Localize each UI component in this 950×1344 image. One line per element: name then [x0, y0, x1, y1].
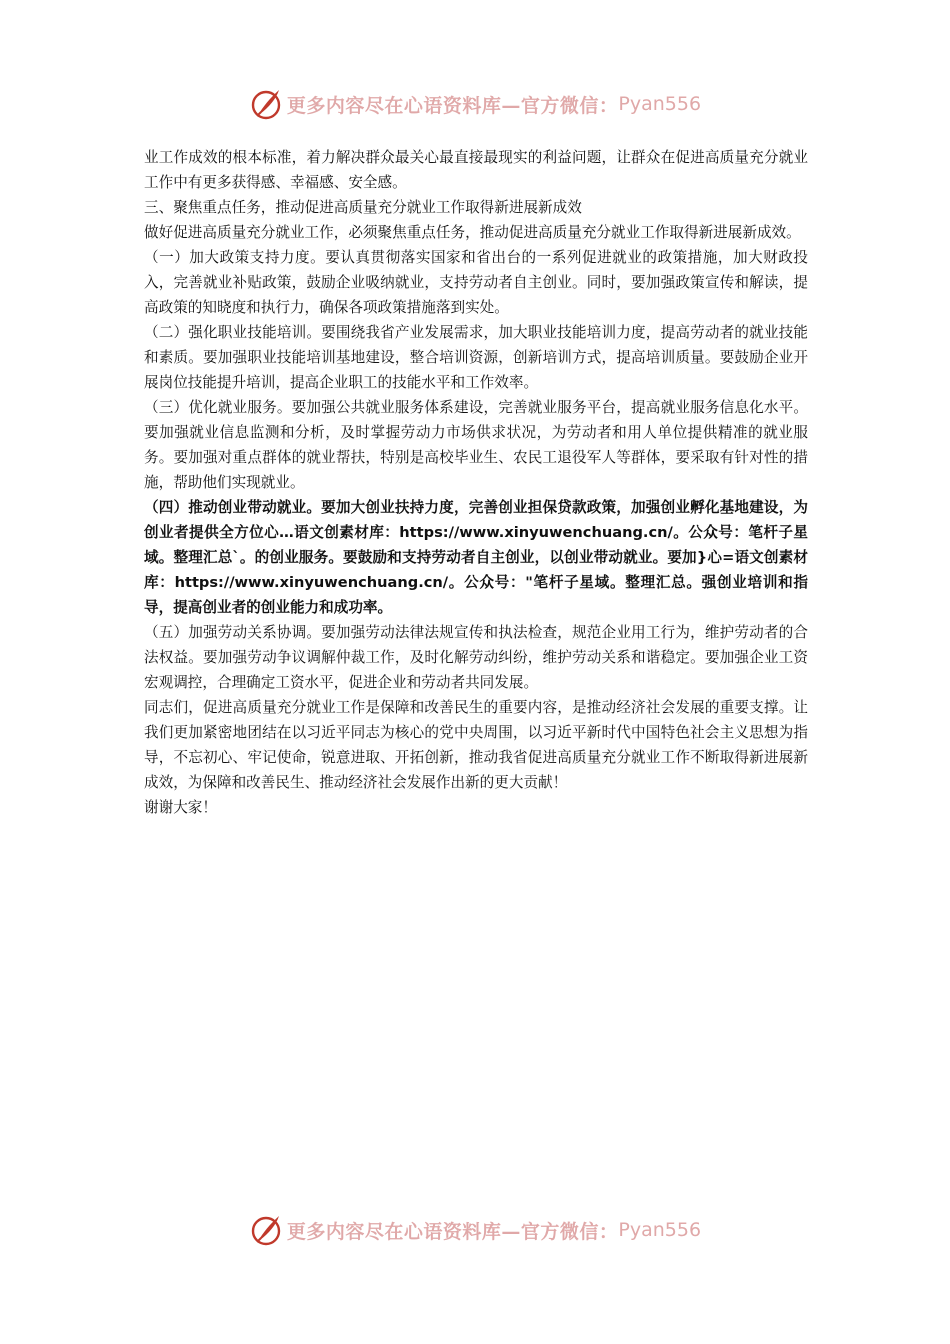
paragraph-item-4: （四）推动创业带动就业。要加大创业扶持力度，完善创业担保贷款政策，加强创业孵化基地建设，为创业者提供全方位心…语文创素材库：https://www.xinyuwenchuang.cn/。公众号：笔杆子星域。整理汇总`。的创业服务。要鼓励和支持劳动者自主创业，以创业带动就业。要加}心=语文创素材库：https://www.xinyuwenchuang.cn/。公众号："笔杆子星域。整理汇总。强创业培训和指导，提高创业者的创业能力和成功率。 — [144, 499, 808, 616]
quill-logo-icon — [249, 87, 283, 121]
paragraph-item-3: （三）优化就业服务。要加强公共就业服务体系建设，完善就业服务平台，提高就业服务信息化水平。要加强就业信息监测和分析，及时掌握劳动力市场供求状况，为劳动者和用人单位提供精准的就业服务。要加强对重点群体的就业帮扶，特别是高校毕业生、农民工退役军人等群体，要采取有针对性的措施，帮助他们实现就业。 — [144, 399, 808, 491]
section-heading: 三、聚焦重点任务，推动促进高质量充分就业工作取得新进展新成效 — [144, 199, 582, 216]
paragraph-overview: 做好促进高质量充分就业工作，必须聚焦重点任务，推动促进高质量充分就业工作取得新进展新成效。 — [144, 224, 801, 241]
watermark-text: 更多内容尽在心语资料库—官方微信： — [286, 1220, 619, 1243]
watermark-text: 更多内容尽在心语资料库—官方微信： — [286, 94, 619, 117]
paragraph-item-2: （二）强化职业技能培训。要围绕我省产业发展需求，加大职业技能培训力度，提高劳动者的就业技能和素质。要加强职业技能培训基地建设，整合培训资源，创新培训方式，提高培训质量。要鼓励企业开展岗位技能提升培训，提高企业职工的技能水平和工作效率。 — [144, 324, 808, 391]
paragraph-intro: 业工作成效的根本标准，着力解决群众最关心最直接最现实的利益问题，让群众在促进高质量充分就业工作中有更多获得感、幸福感、安全感。 — [144, 149, 808, 191]
paragraph-item-1: （一）加大政策支持力度。要认真贯彻落实国家和省出台的一系列促进就业的政策措施，加大财政投入，完善就业补贴政策，鼓励企业吸纳就业，支持劳动者自主创业。同时，要加强政策宣传和解读，提高政策的知晓度和执行力，确保各项政策措施落到实处。 — [144, 249, 808, 316]
quill-logo-icon — [249, 1213, 283, 1247]
document-body — [144, 145, 808, 820]
watermark-id: Pyan556 — [618, 1219, 702, 1241]
paragraph-thanks: 谢谢大家！ — [144, 799, 217, 816]
footer-watermark — [0, 1210, 950, 1250]
watermark-id: Pyan556 — [618, 93, 702, 115]
paragraph-item-5: （五）加强劳动关系协调。要加强劳动法律法规宣传和执法检查，规范企业用工行为，维护劳动者的合法权益。要加强劳动争议调解仲裁工作，及时化解劳动纠纷，维护劳动关系和谐稳定。要加强企业工资宏观调控，合理确定工资水平，促进企业和劳动者共同发展。 — [144, 624, 808, 691]
paragraph-conclusion: 同志们，促进高质量充分就业工作是保障和改善民生的重要内容，是推动经济社会发展的重要支撑。让我们更加紧密地团结在以习近平同志为核心的党中央周围，以习近平新时代中国特色社会主义思想为指导，不忘初心、牢记使命，锐意进取、开拓创新，推动我省促进高质量充分就业工作不断取得新进展新成效，为保障和改善民生、推动经济社会发展作出新的更大贡献！ — [144, 699, 808, 791]
header-watermark — [0, 84, 950, 124]
